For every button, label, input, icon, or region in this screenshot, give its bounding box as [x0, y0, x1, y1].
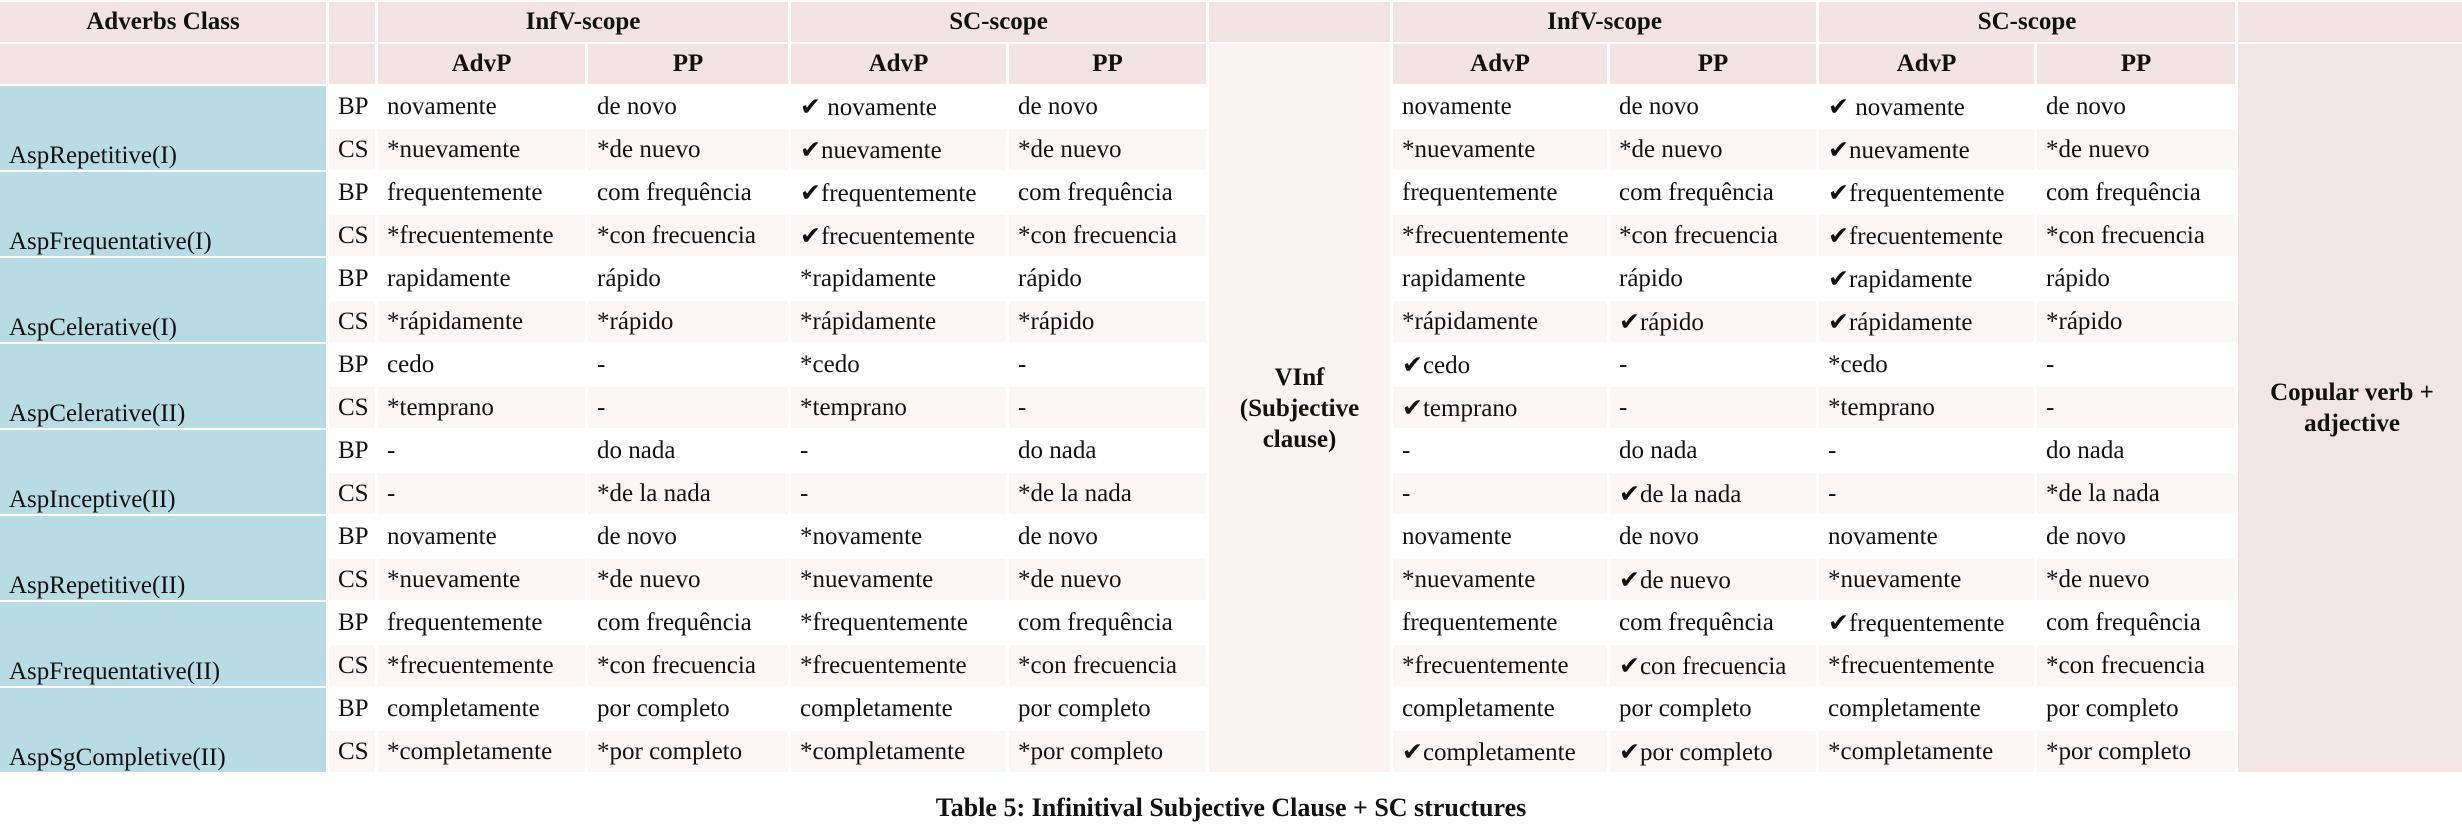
table-cell: do nada [1009, 430, 1206, 471]
table-cell: com frequência [2037, 602, 2235, 643]
table-cell: *nuevamente [1393, 559, 1607, 600]
table-cell: *frequentemente [791, 602, 1006, 643]
table-cell: *completamente [791, 731, 1006, 772]
table-cell: *de nuevo [1009, 129, 1206, 170]
table-cell: *por completo [2037, 731, 2235, 772]
table-cell: *por completo [588, 731, 788, 772]
table-cell: *rápido [1009, 301, 1206, 342]
table-cell: *completamente [378, 731, 585, 772]
table-cell: de novo [1610, 516, 1816, 557]
header-adverbs-class: Adverbs Class [0, 2, 326, 42]
lang-code: CS [329, 301, 375, 342]
table-cell: de novo [2037, 86, 2235, 127]
header-left-advp-2: AdvP [791, 44, 1006, 84]
adverb-class-name: AspCelerative(I) [0, 258, 326, 342]
table-cell: *rápido [2037, 301, 2235, 342]
lang-code: CS [329, 129, 375, 170]
table-cell: frequentemente [1393, 602, 1607, 643]
table-cell: rápido [1610, 258, 1816, 299]
table-cell: *de nuevo [1009, 559, 1206, 600]
table-cell: com frequência [1610, 602, 1816, 643]
table-cell: ✔frecuentemente [1819, 215, 2034, 256]
header-lang-spacer [329, 2, 375, 42]
table-cell: frequentemente [378, 602, 585, 643]
lang-code: CS [329, 559, 375, 600]
table-cell: *de nuevo [2037, 559, 2235, 600]
table-cell: ✔con frecuencia [1610, 645, 1816, 686]
table-cell: *con frecuencia [1610, 215, 1816, 256]
table-cell: ✔de nuevo [1610, 559, 1816, 600]
lang-code: CS [329, 645, 375, 686]
table-cell: *frecuentemente [378, 645, 585, 686]
table-cell: *con frecuencia [588, 645, 788, 686]
header-copular-spacer [2238, 2, 2462, 42]
table-cell: *rápido [588, 301, 788, 342]
table-cell: *frecuentemente [1393, 215, 1607, 256]
header-infv-scope-left: InfV-scope [378, 2, 788, 42]
header-right-pp-3: PP [2037, 44, 2235, 84]
table-cell: - [1610, 387, 1816, 428]
adverb-class-name: AspSgCompletive(II) [0, 688, 326, 772]
table-cell: *rápidamente [378, 301, 585, 342]
lang-code: BP [329, 344, 375, 385]
header-left-pp-1: PP [588, 44, 788, 84]
table-cell: *de la nada [1009, 473, 1206, 514]
table-cell: rápido [2037, 258, 2235, 299]
table-cell: completamente [1819, 688, 2034, 729]
table-cell: rapidamente [1393, 258, 1607, 299]
table-cell: *rápidamente [1393, 301, 1607, 342]
adverb-class-name: AspCelerative(II) [0, 344, 326, 428]
table-cell: novamente [1393, 516, 1607, 557]
table-cell: de novo [1009, 516, 1206, 557]
table-cell: com frequência [1009, 602, 1206, 643]
table-cell: com frequência [588, 172, 788, 213]
table-cell: *frecuentemente [1819, 645, 2034, 686]
table-cell: *con frecuencia [2037, 645, 2235, 686]
table-cell: ✔ novamente [1819, 86, 2034, 127]
table-cell: ✔frequentemente [1819, 602, 2034, 643]
vinf-subjective-clause: VInf (Subjective clause) [1209, 44, 1390, 772]
table-cell: completamente [1393, 688, 1607, 729]
table-cell: *novamente [791, 516, 1006, 557]
lang-code: BP [329, 430, 375, 471]
header-sc-scope-right: SC-scope [1819, 2, 2235, 42]
table-cell: de novo [588, 516, 788, 557]
table-cell: *nuevamente [378, 129, 585, 170]
table-cell: - [2037, 344, 2235, 385]
header-lang-spacer-2 [329, 44, 375, 84]
table-cell: novamente [1393, 86, 1607, 127]
table-cell: por completo [2037, 688, 2235, 729]
table-cell: rápido [1009, 258, 1206, 299]
table-cell: ✔frequentemente [1819, 172, 2034, 213]
adverb-class-name: AspFrequentative(I) [0, 172, 326, 256]
table-cell: *frecuentemente [1393, 645, 1607, 686]
table-cell: *temprano [791, 387, 1006, 428]
table-cell: frequentemente [1393, 172, 1607, 213]
table-cell: *rapidamente [791, 258, 1006, 299]
table-cell: *temprano [378, 387, 585, 428]
table-cell: - [1610, 344, 1816, 385]
table-cell: com frequência [1610, 172, 1816, 213]
table-cell: do nada [2037, 430, 2235, 471]
table-cell: *con frecuencia [588, 215, 788, 256]
lang-code: BP [329, 688, 375, 729]
table-cell: *nuevamente [378, 559, 585, 600]
table-cell: *de nuevo [588, 559, 788, 600]
table-cell: - [1009, 387, 1206, 428]
table-cell: - [588, 387, 788, 428]
table-cell: *completamente [1819, 731, 2034, 772]
header-left-pp-3: PP [1009, 44, 1206, 84]
table-cell: *cedo [791, 344, 1006, 385]
table-cell: - [1393, 430, 1607, 471]
table-cell: - [1009, 344, 1206, 385]
table-cell: com frequência [588, 602, 788, 643]
table-cell: *rápidamente [791, 301, 1006, 342]
table-cell: ✔nuevamente [1819, 129, 2034, 170]
table-cell: *de nuevo [2037, 129, 2235, 170]
adverb-class-name: AspInceptive(II) [0, 430, 326, 514]
table-cell: *frecuentemente [378, 215, 585, 256]
lang-code: BP [329, 172, 375, 213]
header-left-advp-0: AdvP [378, 44, 585, 84]
table-cell: de novo [2037, 516, 2235, 557]
table-cell: completamente [378, 688, 585, 729]
table-cell: novamente [378, 86, 585, 127]
table-cell: *de la nada [588, 473, 788, 514]
header-sc-scope-left: SC-scope [791, 2, 1206, 42]
lang-code: CS [329, 731, 375, 772]
table-cell: ✔rápidamente [1819, 301, 2034, 342]
table-cell: cedo [378, 344, 585, 385]
table-cell: novamente [1819, 516, 2034, 557]
table-cell: *nuevamente [1393, 129, 1607, 170]
table-cell: *con frecuencia [2037, 215, 2235, 256]
table-cell: ✔ novamente [791, 86, 1006, 127]
table-cell: *nuevamente [1819, 559, 2034, 600]
table-cell: ✔frequentemente [791, 172, 1006, 213]
table-cell: *con frecuencia [1009, 645, 1206, 686]
table-cell: por completo [1610, 688, 1816, 729]
copular-verb-adjective: Copular verb + adjective [2238, 44, 2462, 772]
table-cell: frequentemente [378, 172, 585, 213]
header-class-spacer [0, 44, 326, 84]
table-cell: - [1819, 473, 2034, 514]
table-cell: rápido [588, 258, 788, 299]
table-cell: de novo [588, 86, 788, 127]
lang-code: BP [329, 86, 375, 127]
table-cell: *frecuentemente [791, 645, 1006, 686]
table-cell: ✔temprano [1393, 387, 1607, 428]
table-cell: *cedo [1819, 344, 2034, 385]
table-cell: - [588, 344, 788, 385]
adverb-class-name: AspRepetitive(I) [0, 86, 326, 170]
table-caption: Table 5: Infinitival Subjective Clause + SC structures [935, 793, 1527, 822]
lang-code: CS [329, 387, 375, 428]
table-cell: rapidamente [378, 258, 585, 299]
table-cell: *de la nada [2037, 473, 2235, 514]
header-right-pp-1: PP [1610, 44, 1816, 84]
table-cell: *con frecuencia [1009, 215, 1206, 256]
table-cell: ✔cedo [1393, 344, 1607, 385]
lang-code: CS [329, 215, 375, 256]
table-cell: *de nuevo [1610, 129, 1816, 170]
table-cell: *nuevamente [791, 559, 1006, 600]
table-cell: - [1393, 473, 1607, 514]
adverb-class-name: AspRepetitive(II) [0, 516, 326, 600]
header-right-advp-0: AdvP [1393, 44, 1607, 84]
header-vinf-spacer [1209, 2, 1390, 42]
table-cell: - [791, 473, 1006, 514]
lang-code: CS [329, 473, 375, 514]
table-cell: ✔completamente [1393, 731, 1607, 772]
table-cell: com frequência [1009, 172, 1206, 213]
table-cell: - [378, 430, 585, 471]
table-cell: - [791, 430, 1006, 471]
lang-code: BP [329, 516, 375, 557]
adverb-class-name: AspFrequentative(II) [0, 602, 326, 686]
table-cell: de novo [1009, 86, 1206, 127]
table-cell: novamente [378, 516, 585, 557]
header-right-advp-2: AdvP [1819, 44, 2034, 84]
table-cell: de novo [1610, 86, 1816, 127]
table-cell: com frequência [2037, 172, 2235, 213]
header-infv-scope-right: InfV-scope [1393, 2, 1816, 42]
table-cell: *de nuevo [588, 129, 788, 170]
table-cell: ✔por completo [1610, 731, 1816, 772]
table-cell: ✔de la nada [1610, 473, 1816, 514]
table-cell: ✔rapidamente [1819, 258, 2034, 299]
table-cell: por completo [588, 688, 788, 729]
table-cell: ✔frecuentemente [791, 215, 1006, 256]
table-cell: ✔rápido [1610, 301, 1816, 342]
table-cell: por completo [1009, 688, 1206, 729]
table-cell: - [378, 473, 585, 514]
table-cell: ✔nuevamente [791, 129, 1006, 170]
table-cell: *por completo [1009, 731, 1206, 772]
table-cell: do nada [588, 430, 788, 471]
table-cell: do nada [1610, 430, 1816, 471]
table-cell: completamente [791, 688, 1006, 729]
table-cell: - [1819, 430, 2034, 471]
table-cell: - [2037, 387, 2235, 428]
lang-code: BP [329, 258, 375, 299]
lang-code: BP [329, 602, 375, 643]
table-cell: *temprano [1819, 387, 2034, 428]
